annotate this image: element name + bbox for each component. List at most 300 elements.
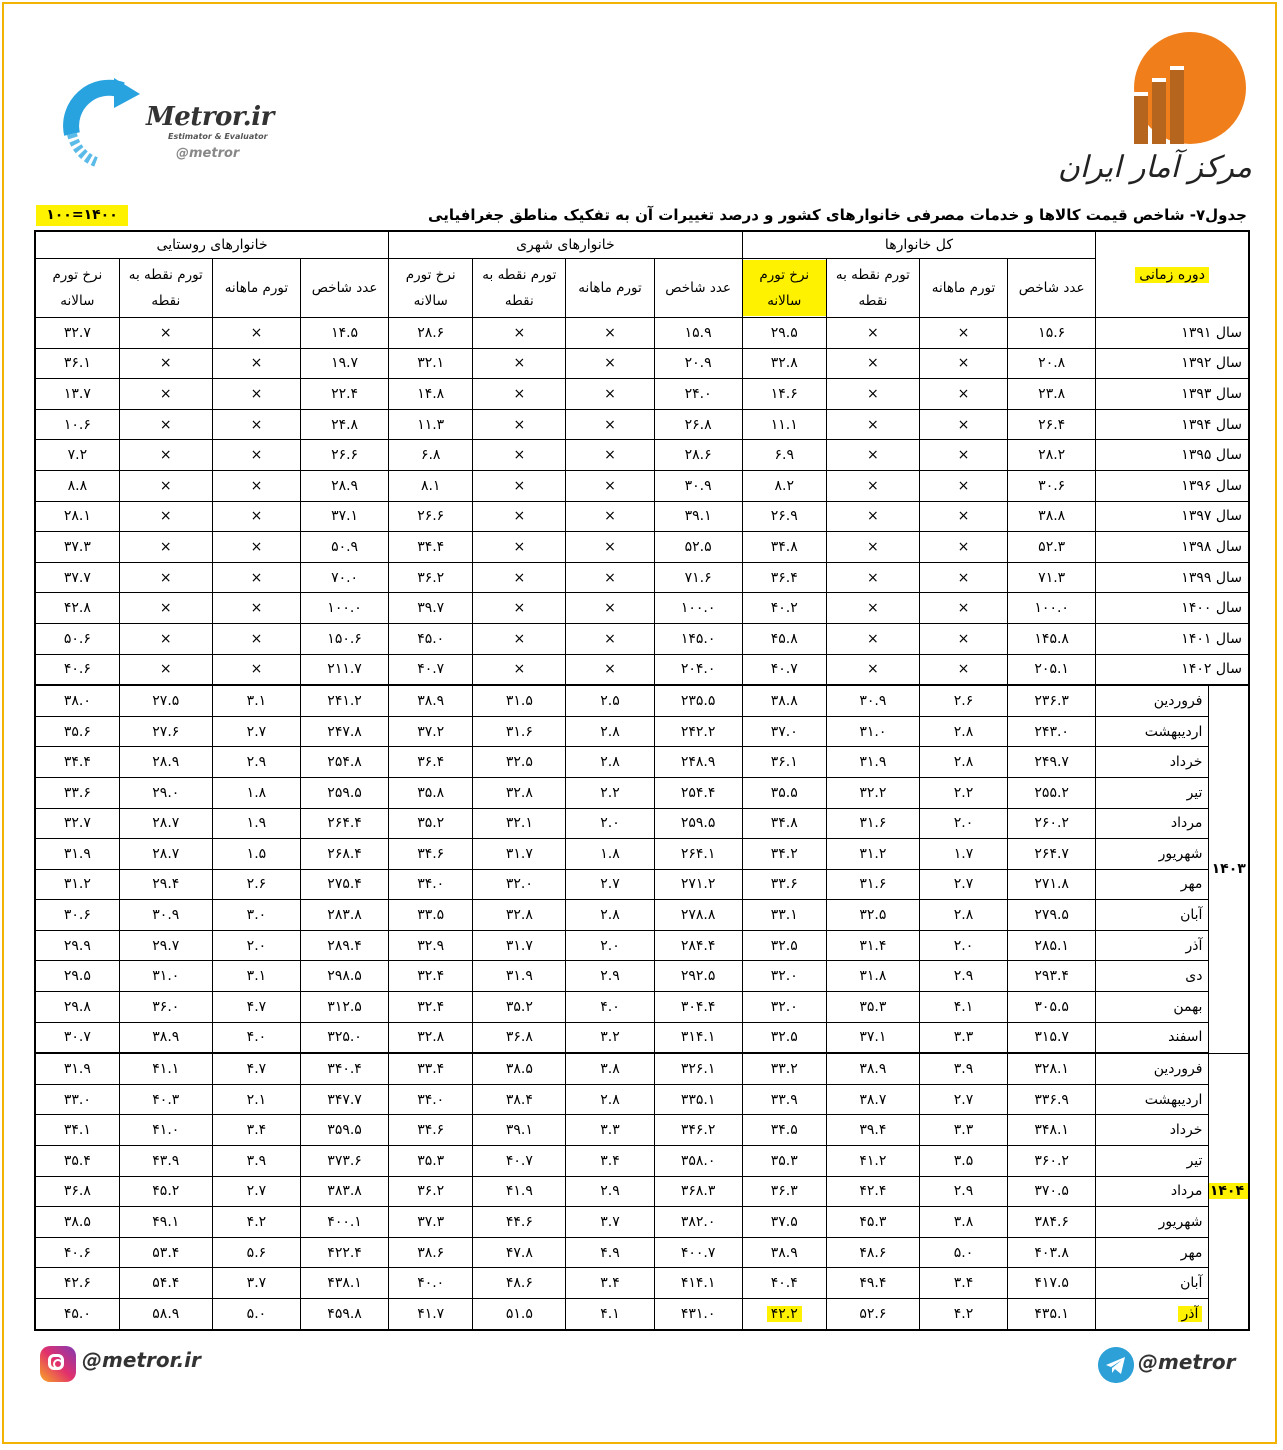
value-cell: ۲.۸ [566, 716, 654, 747]
value-cell: ۳۲.۱ [389, 348, 473, 379]
value-cell: ۳۶.۴ [389, 747, 473, 778]
value-cell: ۳۳.۹ [742, 1084, 826, 1115]
table-row [35, 501, 1249, 532]
period-cell: سال ۱۴۰۰ [1096, 593, 1249, 624]
value-cell: ۳.۴ [919, 1268, 1007, 1299]
value-cell: ۱۴.۵ [301, 318, 389, 349]
value-cell: × [826, 623, 919, 654]
value-cell: ۳.۷ [212, 1268, 300, 1299]
year-cell: ۱۴۰۳ [1209, 685, 1249, 1053]
value-cell: ۳۲۸.۱ [1008, 1053, 1096, 1084]
value-cell: ۳۸.۶ [389, 1237, 473, 1268]
table-row [35, 593, 1249, 624]
table-row [35, 1084, 1249, 1115]
value-cell: ۴.۱ [919, 992, 1007, 1023]
value-cell: ۳۱۲.۵ [301, 992, 389, 1023]
value-cell: ۴.۰ [212, 1022, 300, 1053]
period-cell: سال ۱۳۹۸ [1096, 532, 1249, 563]
instagram-icon [40, 1346, 76, 1382]
value-cell: ۲۷۱.۸ [1008, 869, 1096, 900]
value-cell: × [826, 532, 919, 563]
value-cell: × [212, 440, 300, 471]
value-cell: ۴.۲ [212, 1207, 300, 1238]
value-cell: × [119, 654, 212, 685]
value-cell: ۴۲.۶ [35, 1268, 119, 1299]
value-cell: ۶.۸ [389, 440, 473, 471]
value-cell: ۵۱.۵ [473, 1299, 566, 1330]
value-cell: ۳۲.۸ [473, 777, 566, 808]
table-row [35, 1207, 1249, 1238]
value-cell: ۳۷۰.۵ [1008, 1176, 1096, 1207]
value-cell: × [212, 379, 300, 410]
month-cell: مرداد [1096, 808, 1209, 839]
value-cell: ۳۸.۸ [1008, 501, 1096, 532]
value-cell: ۳۴.۸ [742, 808, 826, 839]
value-cell: ۳۲.۰ [742, 961, 826, 992]
value-cell: × [566, 440, 654, 471]
table-row [35, 1022, 1249, 1053]
value-cell: ۲۹۳.۴ [1008, 961, 1096, 992]
value-cell: ۳.۲ [566, 1022, 654, 1053]
value-cell: ۳.۹ [919, 1053, 1007, 1084]
month-cell: شهریور [1096, 1207, 1209, 1238]
table-row [35, 961, 1249, 992]
value-cell: ۳.۳ [919, 1022, 1007, 1053]
col-header-annual: نرخ تورم سالانه [742, 259, 826, 318]
value-cell: × [919, 318, 1007, 349]
value-cell: × [826, 562, 919, 593]
value-cell: × [212, 532, 300, 563]
table-row [35, 1237, 1249, 1268]
amar-iran-name: مرکز آمار ایران [1057, 150, 1252, 185]
value-cell: ۲۵۴.۴ [654, 777, 742, 808]
value-cell: × [919, 440, 1007, 471]
value-cell: ۳.۱ [212, 685, 300, 716]
value-cell: ۴۳۱.۰ [654, 1299, 742, 1330]
value-cell: ۵۳.۴ [119, 1237, 212, 1268]
value-cell: ۴۲۲.۴ [301, 1237, 389, 1268]
period-cell: سال ۱۳۹۷ [1096, 501, 1249, 532]
value-cell: × [566, 409, 654, 440]
month-cell: مهر [1096, 1237, 1209, 1268]
value-cell: × [473, 440, 566, 471]
value-cell: ۲۹.۵ [742, 318, 826, 349]
value-cell: ۲.۹ [566, 1176, 654, 1207]
value-cell: ۲.۶ [919, 685, 1007, 716]
value-cell: ۴۱.۰ [119, 1115, 212, 1146]
value-cell: ۲۹.۰ [119, 777, 212, 808]
value-cell: ۲.۷ [212, 716, 300, 747]
value-cell: ۲۰.۹ [654, 348, 742, 379]
value-cell: ۳۵.۳ [742, 1146, 826, 1177]
value-cell: × [919, 562, 1007, 593]
month-cell: آبان [1096, 900, 1209, 931]
value-cell: ۵۰.۶ [35, 623, 119, 654]
value-cell: ۲۶.۸ [654, 409, 742, 440]
value-cell: ۳۰۵.۵ [1008, 992, 1096, 1023]
value-cell: ۳۲.۵ [742, 1022, 826, 1053]
value-cell: ۳.۸ [919, 1207, 1007, 1238]
table-row [35, 869, 1249, 900]
value-cell: ۲.۸ [919, 747, 1007, 778]
value-cell: ۲.۶ [212, 869, 300, 900]
value-cell: ۲۲.۴ [301, 379, 389, 410]
value-cell: ۸.۲ [742, 470, 826, 501]
col-header-index: عدد شاخص [1008, 259, 1096, 318]
value-cell: ۳۵.۲ [473, 992, 566, 1023]
value-cell: × [919, 501, 1007, 532]
value-cell: ۳۰۴.۴ [654, 992, 742, 1023]
period-cell: سال ۱۳۹۵ [1096, 440, 1249, 471]
value-cell: ۷.۲ [35, 440, 119, 471]
value-cell: × [826, 348, 919, 379]
col-header-p2p: تورم نقطه به نقطه [473, 259, 566, 318]
value-cell: ۳۴.۱ [35, 1115, 119, 1146]
value-cell: ۳.۵ [919, 1146, 1007, 1177]
value-cell: ۱۴.۶ [742, 379, 826, 410]
value-cell: ۳۸۴.۶ [1008, 1207, 1096, 1238]
value-cell: ۵۲.۳ [1008, 532, 1096, 563]
value-cell: ۸.۸ [35, 470, 119, 501]
value-cell: ۳۵.۸ [389, 777, 473, 808]
month-cell: مرداد [1096, 1176, 1209, 1207]
value-cell: ۲.۰ [919, 808, 1007, 839]
table-row [35, 409, 1249, 440]
value-cell: × [473, 409, 566, 440]
value-cell: ۳۸۲.۰ [654, 1207, 742, 1238]
value-cell: ۲۳۶.۳ [1008, 685, 1096, 716]
value-cell: ۵۴.۴ [119, 1268, 212, 1299]
value-cell: ۳۴.۵ [742, 1115, 826, 1146]
instagram-handle[interactable]: @metror.ir [82, 1348, 201, 1372]
amar-iran-logo-icon [1126, 30, 1250, 154]
value-cell: ۲۸.۶ [389, 318, 473, 349]
value-cell: ۲۳.۸ [1008, 379, 1096, 410]
value-cell: ۴۰.۷ [473, 1146, 566, 1177]
value-cell: ۳۹.۱ [654, 501, 742, 532]
value-cell: ۲۸.۷ [119, 839, 212, 870]
value-cell: ۳۲.۸ [473, 900, 566, 931]
value-cell: × [119, 379, 212, 410]
value-cell: ۲.۸ [566, 900, 654, 931]
value-cell: ۳۶۰.۲ [1008, 1146, 1096, 1177]
value-cell: ۱.۸ [566, 839, 654, 870]
value-cell: ۱۵.۹ [654, 318, 742, 349]
value-cell: ۱.۷ [919, 839, 1007, 870]
value-cell: ۴۵.۲ [119, 1176, 212, 1207]
value-cell: × [473, 593, 566, 624]
value-cell: ۳۶.۲ [389, 562, 473, 593]
value-cell: ۳۶۸.۳ [654, 1176, 742, 1207]
value-cell: ۲۶۴.۴ [301, 808, 389, 839]
value-cell: ۱۳.۷ [35, 379, 119, 410]
value-cell: × [919, 593, 1007, 624]
value-cell: × [826, 409, 919, 440]
month-cell: دی [1096, 961, 1209, 992]
value-cell: ۳۴.۴ [35, 747, 119, 778]
value-cell: ۳۲.۷ [35, 808, 119, 839]
value-cell: ۴۰.۶ [35, 1237, 119, 1268]
value-cell: ۲۴.۰ [654, 379, 742, 410]
value-cell: ۳۴۶.۲ [654, 1115, 742, 1146]
value-cell: × [119, 409, 212, 440]
value-cell: ۳.۷ [566, 1207, 654, 1238]
value-cell: ۳۱.۴ [826, 930, 919, 961]
value-cell: × [826, 593, 919, 624]
table-row [35, 777, 1249, 808]
value-cell: ۳۴.۰ [389, 1084, 473, 1115]
value-cell: ۳۱.۶ [473, 716, 566, 747]
value-cell: ۳۸.۵ [473, 1053, 566, 1084]
value-cell: ۳.۰ [212, 900, 300, 931]
value-cell: ۳۲۶.۱ [654, 1053, 742, 1084]
value-cell: × [826, 501, 919, 532]
value-cell: × [566, 379, 654, 410]
value-cell: ۳۷.۱ [826, 1022, 919, 1053]
table-row [35, 685, 1249, 716]
value-cell: ۴۲.۴ [826, 1176, 919, 1207]
value-cell: ۳۳۵.۱ [654, 1084, 742, 1115]
value-cell: ۴۰.۲ [742, 593, 826, 624]
value-cell: ۳۶.۰ [119, 992, 212, 1023]
value-cell: × [212, 470, 300, 501]
table-row [35, 992, 1249, 1023]
value-cell: ۳۸.۹ [119, 1022, 212, 1053]
value-cell: × [826, 379, 919, 410]
value-cell: ۳۶.۱ [742, 747, 826, 778]
value-cell: × [919, 654, 1007, 685]
col-header-p2p: تورم نقطه به نقطه [826, 259, 919, 318]
value-cell: ۳۰.۷ [35, 1022, 119, 1053]
value-cell: ۳۴.۲ [742, 839, 826, 870]
value-cell: ۳۷.۳ [389, 1207, 473, 1238]
value-cell: ۲۸.۲ [1008, 440, 1096, 471]
value-cell: ۱.۵ [212, 839, 300, 870]
value-cell: ۳۰.۶ [1008, 470, 1096, 501]
value-cell: ۲۰.۸ [1008, 348, 1096, 379]
value-cell: ۳۹.۷ [389, 593, 473, 624]
value-cell: ۱۵۰.۶ [301, 623, 389, 654]
value-cell: ۳۳.۶ [742, 869, 826, 900]
value-cell: × [826, 654, 919, 685]
value-cell: ۴۰۰.۷ [654, 1237, 742, 1268]
value-cell: ۳۵.۲ [389, 808, 473, 839]
value-cell: ۴۵.۳ [826, 1207, 919, 1238]
value-cell: ۳.۹ [212, 1146, 300, 1177]
value-cell: ۳.۸ [566, 1053, 654, 1084]
value-cell: ۲.۸ [919, 716, 1007, 747]
telegram-icon [1098, 1347, 1134, 1383]
value-cell: × [473, 318, 566, 349]
value-cell: ۳۳.۰ [35, 1084, 119, 1115]
value-cell: ۵.۰ [212, 1299, 300, 1330]
table-row [35, 348, 1249, 379]
value-cell: × [473, 348, 566, 379]
value-cell: ۲۷.۶ [119, 716, 212, 747]
value-cell: × [473, 654, 566, 685]
table-row [35, 318, 1249, 349]
value-cell: ۳۴.۰ [389, 869, 473, 900]
group-header-urban: خانوارهای شهری [389, 231, 743, 259]
value-cell: ۳۱.۹ [473, 961, 566, 992]
value-cell: ۴۰۳.۸ [1008, 1237, 1096, 1268]
value-cell: ۴۳.۹ [119, 1146, 212, 1177]
table-row [35, 839, 1249, 870]
value-cell: × [212, 348, 300, 379]
value-cell: ۴۹.۱ [119, 1207, 212, 1238]
value-cell: × [212, 409, 300, 440]
value-cell: ۳۴۰.۴ [301, 1053, 389, 1084]
value-cell: × [566, 623, 654, 654]
value-cell: ۴۰.۷ [742, 654, 826, 685]
value-cell: ۳۳.۶ [35, 777, 119, 808]
value-cell: ۴۱۴.۱ [654, 1268, 742, 1299]
value-cell: ۳۲.۸ [742, 348, 826, 379]
value-cell: ۳۲۵.۰ [301, 1022, 389, 1053]
month-cell: آبان [1096, 1268, 1209, 1299]
value-cell: ۴۷.۸ [473, 1237, 566, 1268]
value-cell: ۳۰.۶ [35, 900, 119, 931]
table-row [35, 808, 1249, 839]
value-cell: ۳۸.۷ [826, 1084, 919, 1115]
value-cell: × [473, 562, 566, 593]
col-header-annual: نرخ تورم سالانه [389, 259, 473, 318]
value-cell: × [119, 562, 212, 593]
value-cell: × [919, 409, 1007, 440]
value-cell: ۱۹.۷ [301, 348, 389, 379]
value-cell: ۴.۲ [919, 1299, 1007, 1330]
value-cell: ۳۲.۹ [389, 930, 473, 961]
value-cell: ۲۵۵.۲ [1008, 777, 1096, 808]
value-cell: × [212, 318, 300, 349]
value-cell: ۴۰.۳ [119, 1084, 212, 1115]
value-cell: ۳.۴ [566, 1146, 654, 1177]
value-cell: ۳۱.۷ [473, 930, 566, 961]
value-cell: ۲.۷ [212, 1176, 300, 1207]
table-row [35, 1146, 1249, 1177]
value-cell: ۳۳.۴ [389, 1053, 473, 1084]
value-cell: × [826, 440, 919, 471]
value-cell: ۴۸.۶ [473, 1268, 566, 1299]
value-cell: ۲۸.۱ [35, 501, 119, 532]
value-cell: × [473, 501, 566, 532]
table-row [35, 716, 1249, 747]
value-cell: × [212, 562, 300, 593]
table-row [35, 747, 1249, 778]
value-cell: ۱۰۰.۰ [654, 593, 742, 624]
value-cell: ۲۶.۴ [1008, 409, 1096, 440]
value-cell: ۳۴.۶ [389, 1115, 473, 1146]
value-cell: ۲۹.۹ [35, 930, 119, 961]
value-cell: × [473, 532, 566, 563]
value-cell: ۳۵۹.۵ [301, 1115, 389, 1146]
value-cell: ۲.۹ [212, 747, 300, 778]
value-cell: ۴۹.۴ [826, 1268, 919, 1299]
value-cell: ۲۸.۶ [654, 440, 742, 471]
period-cell: سال ۱۳۹۱ [1096, 318, 1249, 349]
value-cell: ۴۱۷.۵ [1008, 1268, 1096, 1299]
value-cell: ۴.۰ [566, 992, 654, 1023]
value-cell: × [566, 562, 654, 593]
value-cell: ۳۸.۹ [826, 1053, 919, 1084]
value-cell: ۳.۴ [212, 1115, 300, 1146]
value-cell: ۱.۸ [212, 777, 300, 808]
value-cell: ۳۲.۸ [389, 1022, 473, 1053]
value-cell: × [119, 348, 212, 379]
value-cell: ۲.۷ [919, 1084, 1007, 1115]
month-cell: بهمن [1096, 992, 1209, 1023]
value-cell: ۲۸۵.۱ [1008, 930, 1096, 961]
value-cell: ۲۴۸.۹ [654, 747, 742, 778]
table-row [35, 532, 1249, 563]
value-cell: ۳۰.۹ [119, 900, 212, 931]
period-cell: سال ۱۳۹۴ [1096, 409, 1249, 440]
month-cell: اسفند [1096, 1022, 1209, 1053]
value-cell: ۳۱.۲ [826, 839, 919, 870]
value-cell: ۳۵.۴ [35, 1146, 119, 1177]
month-cell: مهر [1096, 869, 1209, 900]
value-cell: ۱۰.۶ [35, 409, 119, 440]
table-row [35, 379, 1249, 410]
value-cell: ۳۱.۰ [826, 716, 919, 747]
value-cell: ۲۶۰.۲ [1008, 808, 1096, 839]
value-cell: ۳۸.۹ [742, 1237, 826, 1268]
value-cell: ۴۴.۶ [473, 1207, 566, 1238]
value-cell: ۴.۱ [566, 1299, 654, 1330]
value-cell: ۴۵.۰ [35, 1299, 119, 1330]
value-cell: ۳۱.۶ [826, 808, 919, 839]
value-cell: ۳۱.۷ [473, 839, 566, 870]
value-cell: ۳۷.۱ [301, 501, 389, 532]
period-cell: سال ۱۴۰۱ [1096, 623, 1249, 654]
value-cell: ۴۲.۸ [35, 593, 119, 624]
value-cell: ۳۲.۰ [742, 992, 826, 1023]
value-cell: ۳۲.۴ [389, 992, 473, 1023]
value-cell: ۱۴۵.۸ [1008, 623, 1096, 654]
period-cell: سال ۱۴۰۲ [1096, 654, 1249, 685]
value-cell: ۳۴۸.۱ [1008, 1115, 1096, 1146]
telegram-handle[interactable]: @metror [1138, 1350, 1236, 1374]
value-cell: × [566, 470, 654, 501]
value-cell: ۲۶۴.۷ [1008, 839, 1096, 870]
value-cell: ۸.۱ [389, 470, 473, 501]
value-cell: ۲۴۱.۲ [301, 685, 389, 716]
table-row [35, 440, 1249, 471]
value-cell: ۲.۷ [919, 869, 1007, 900]
value-cell: ۳۴۷.۷ [301, 1084, 389, 1115]
value-cell: ۴۰.۷ [389, 654, 473, 685]
value-cell: × [566, 654, 654, 685]
value-cell: ۳۱.۶ [826, 869, 919, 900]
value-cell: × [919, 379, 1007, 410]
value-cell: ۳۴.۸ [742, 532, 826, 563]
value-cell: ۳۳.۱ [742, 900, 826, 931]
value-cell: ۳۸۳.۸ [301, 1176, 389, 1207]
value-cell: ۴.۷ [212, 992, 300, 1023]
value-cell: ۳۵.۳ [389, 1146, 473, 1177]
base-year-label: ۱۰۰=۱۴۰۰ [36, 205, 128, 226]
value-cell: × [826, 318, 919, 349]
period-cell: سال ۱۳۹۶ [1096, 470, 1249, 501]
value-cell: × [919, 623, 1007, 654]
month-cell: اردیبهشت [1096, 1084, 1209, 1115]
value-cell: ۳۲.۵ [742, 930, 826, 961]
col-header-monthly: تورم ماهانه [919, 259, 1007, 318]
table-row [35, 1053, 1249, 1084]
value-cell: ۲.۹ [919, 1176, 1007, 1207]
value-cell: × [566, 593, 654, 624]
value-cell: ۷۱.۳ [1008, 562, 1096, 593]
